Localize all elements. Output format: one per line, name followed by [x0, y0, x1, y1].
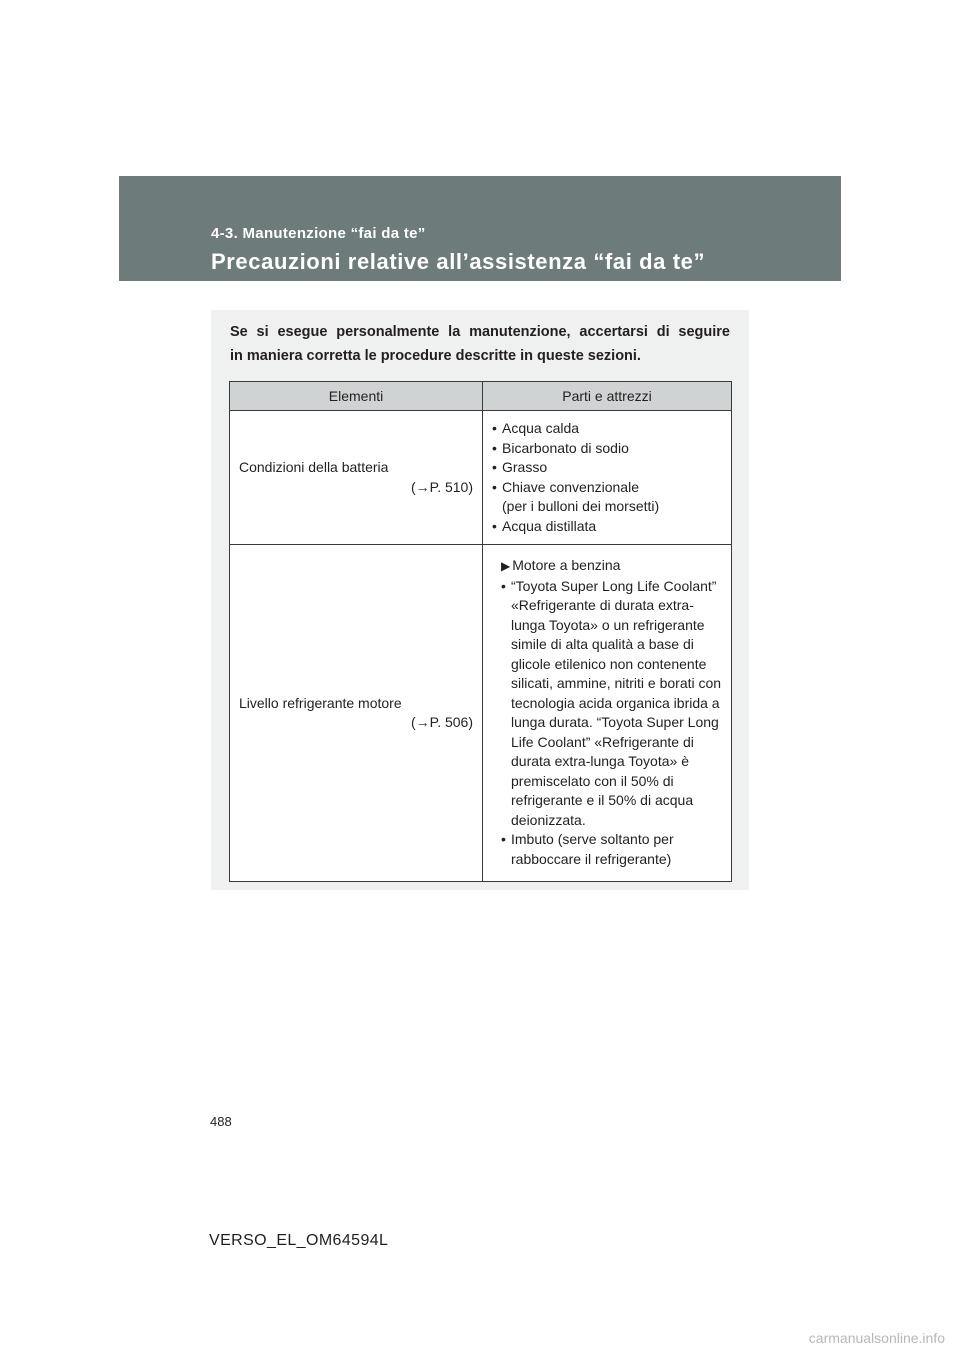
triangle-bullet-icon: ▶	[501, 559, 511, 573]
intro-line-1: Se si esegue personalmente la manutenzione, accertarsi di seguire	[230, 324, 730, 340]
list-item: • Grasso	[492, 458, 722, 478]
table-header-row	[230, 382, 732, 411]
page-reference: (→P. 506)	[411, 714, 473, 730]
section-label: 4-3. Manutenzione “fai da te”	[211, 225, 426, 242]
intro-text	[230, 320, 730, 368]
section-header-band	[119, 176, 841, 281]
watermark: carmanualsonline.info	[808, 1330, 945, 1346]
list-item-note: (per i bulloni dei morsetti)	[502, 498, 660, 514]
list-item: • “Toyota Super Long Life Coolant” «Refrigerante di durata extra-lunga Toyota» o un refrigerante simile di alta qualità a base di glicole etilenico non contenente silicati, ammine, nitriti e borati con tecnologia acida organica ibrida a lunga durata. “Toyota Super Long Life Coolant” «Refrigerante di durata extra-lunga Toyota» è premiscelato con il 50% di refrigerante e il 50% di acqua deionizzata.	[501, 577, 722, 831]
table-row	[230, 545, 732, 882]
item-name: Livello refrigerante motore	[239, 694, 402, 711]
item-cell	[230, 545, 483, 882]
page-title: Precauzioni relative all’assistenza “fai da te”	[211, 249, 706, 274]
list-item	[492, 478, 722, 517]
list-item: • Imbuto (serve soltanto per rabboccare il refrigerante)	[501, 830, 722, 869]
info-panel	[211, 310, 749, 890]
column-header-parti: Parti e attrezzi	[483, 382, 732, 411]
engine-type-label: Motore a benzina	[512, 557, 621, 573]
parts-cell	[483, 545, 732, 882]
list-item-text: Chiave convenzionale	[502, 478, 639, 495]
page-reference: (→P. 510)	[411, 478, 473, 495]
parts-list	[492, 419, 722, 536]
parts-table	[229, 381, 732, 882]
parts-list	[501, 577, 722, 870]
item-name: Condizioni della batteria	[239, 459, 389, 475]
list-item: • Acqua distillata	[492, 517, 722, 537]
column-header-elementi: Elementi	[230, 382, 483, 411]
parts-cell	[483, 411, 732, 545]
page-number: 488	[210, 1114, 232, 1129]
intro-line-2: in maniera corretta le procedure descritte in queste sezioni.	[230, 348, 641, 364]
table-row	[230, 411, 732, 545]
engine-group-heading	[492, 556, 722, 577]
document-code: VERSO_EL_OM64594L	[209, 1232, 389, 1249]
list-item: • Bicarbonato di sodio	[492, 439, 722, 459]
item-cell	[230, 411, 483, 545]
list-item: • Acqua calda	[492, 419, 722, 439]
